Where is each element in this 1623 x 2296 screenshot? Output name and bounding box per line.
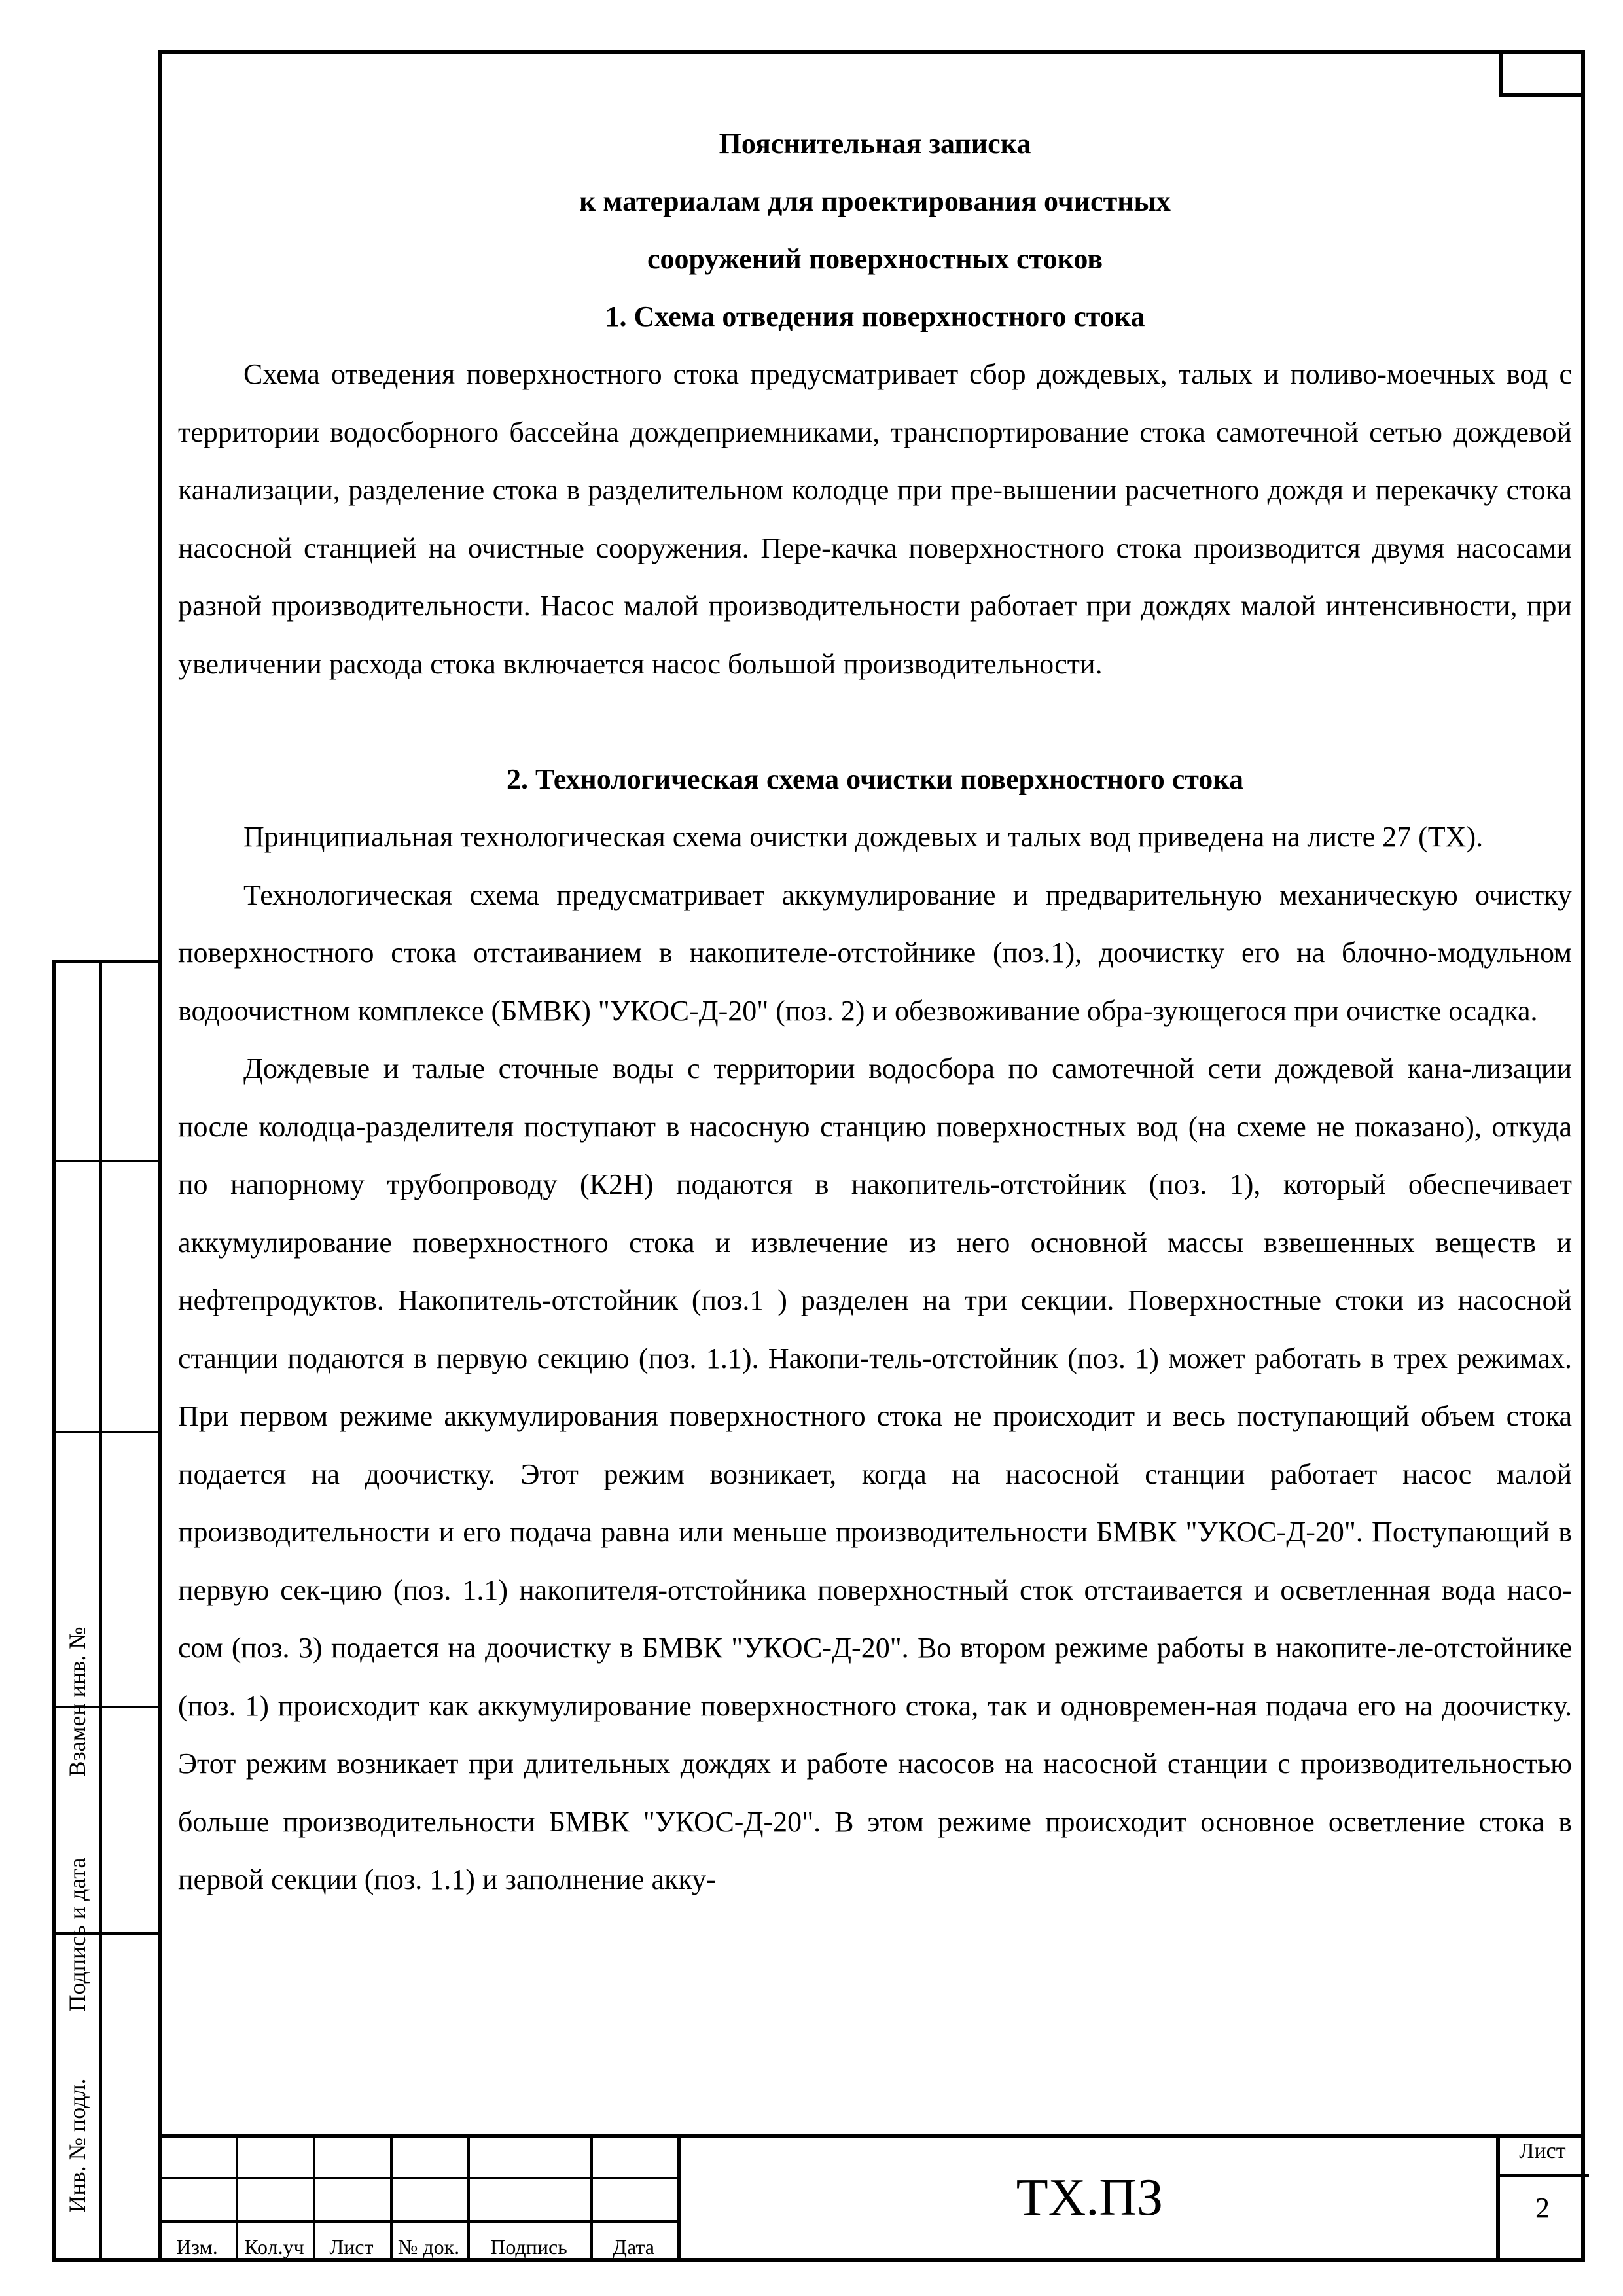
col-label-date: Дата — [613, 2235, 654, 2259]
title-block — [158, 2134, 1585, 2262]
doc-title-line: к материалам для проектирования очистных — [579, 185, 1171, 217]
section2-paragraph: Принципиальная технологическая схема очистки дождевых и талых вод приведена на листе 27 (ТХ). — [243, 821, 1484, 853]
side-label-inv-orig: Инв. № подл. — [64, 2078, 90, 2213]
side-strip-divider — [99, 963, 102, 2258]
page-frame — [158, 50, 1585, 2262]
col-label-signature: Подпись — [490, 2235, 567, 2259]
section2-paragraph: Дождевые и талые сточные воды с территории водосбора по самотечной сети дождевой кана-лизации после колодца-разделителя поступают в насосную станцию поверхностных вод (на схеме не показано), откуда по напорному трубопроводу (К2Н) подаются в накопитель-отстойник (поз. 1), который обеспечивает аккумулирование поверхностного стока и извлечение из него основной массы взвешенных веществ и нефтепродуктов. Накопитель-отстойник (поз.1 ) разделен на три секции. Поверхностные стоки из насосной станции подаются в первую секцию (поз. 1.1). Накопи-тель-отстойник (поз. 1) может работать в трех режимах. При первом режиме аккумулирования поверхностного стока не происходит и весь поступающий объем стока подается на доочистку. Этот режим возникает, когда на насосной станции работает насос малой производительности и его подача равна или меньше производительности БМВК "УКОС-Д-20". Поступающий в первую сек-цию (поз. 1.1) накопителя-отстойника поверхностный сток отстаивается и осветленная вода насо-сом (поз. 3) подается на доочистку в БМВК "УКОС-Д-20". Во втором режиме работы в накопите-ле-отстойнике (поз. 1) происходит как аккумулирование поверхностного стока, так и одновремен-ная подача его на доочистку. Этот режим возникает при длительных дождях и работе насосов на насосной станции с производительностью больше производительности БМВК "УКОС-Д-20". В этом режиме происходит основное осветление стока в первой секции (поз. 1.1) и заполнение акку- — [178, 1052, 1572, 1895]
revision-grid — [158, 2134, 677, 2262]
document-code: ТХ.ПЗ — [1016, 2168, 1164, 2227]
sheet-cell — [1496, 2134, 1589, 2262]
section2-heading: 2. Технологическая схема очистки поверхностного стока — [507, 763, 1243, 795]
col-label-sheet: Лист — [329, 2235, 374, 2259]
corner-box — [1499, 50, 1585, 97]
sheet-cell-divider — [1500, 2174, 1589, 2177]
col-label-change: Изм. — [176, 2235, 218, 2259]
section1-paragraph: Схема отведения поверхностного стока предусматривает сбор дождевых, талых и поливо-моечных вод с территории водосборного бассейна дождеприемниками, транспортирование стока самотечной сетью дождевой канализации, разделение стока в разделительном колодце при пре-вышении расчетного дождя и перекачку стока насосной станцией на очистные сооружения. Пере-качка поверхностного стока производится двумя насосами разной производительности. Насос малой производительности работает при дождях малой интенсивности, при увеличении расхода стока включается насос большой производительности. — [178, 358, 1572, 680]
sheet-label: Лист — [1519, 2139, 1566, 2163]
section2-paragraph: Технологическая схема предусматривает аккумулирование и предварительную механическую очистку поверхностного стока отстаиванием в накопителе-отстойнике (поз.1), доочистку его на блочно-модульном водоочистном комплексе (БМВК) "УКОС-Д-20" (поз. 2) и обезвоживание обра-зующегося при очистке осадка. — [178, 878, 1572, 1027]
side-margin-strip — [52, 960, 158, 2262]
col-label-count: Кол.уч — [244, 2235, 304, 2259]
side-strip-line — [56, 1160, 162, 1162]
document-body — [178, 115, 1572, 1909]
side-label-sign-date: Подпись и дата — [64, 1857, 90, 2012]
doc-title-line: Пояснительная записка — [719, 128, 1031, 160]
side-strip-line — [56, 1431, 162, 1433]
doc-title-line: сооружений поверхностных стоков — [647, 243, 1103, 275]
section1-heading: 1. Схема отведения поверхностного стока — [605, 300, 1145, 332]
col-label-doc-no: № док. — [397, 2235, 460, 2259]
side-label-replace: Взамен инв. № — [64, 1626, 90, 1777]
sheet-number: 2 — [1535, 2192, 1550, 2224]
